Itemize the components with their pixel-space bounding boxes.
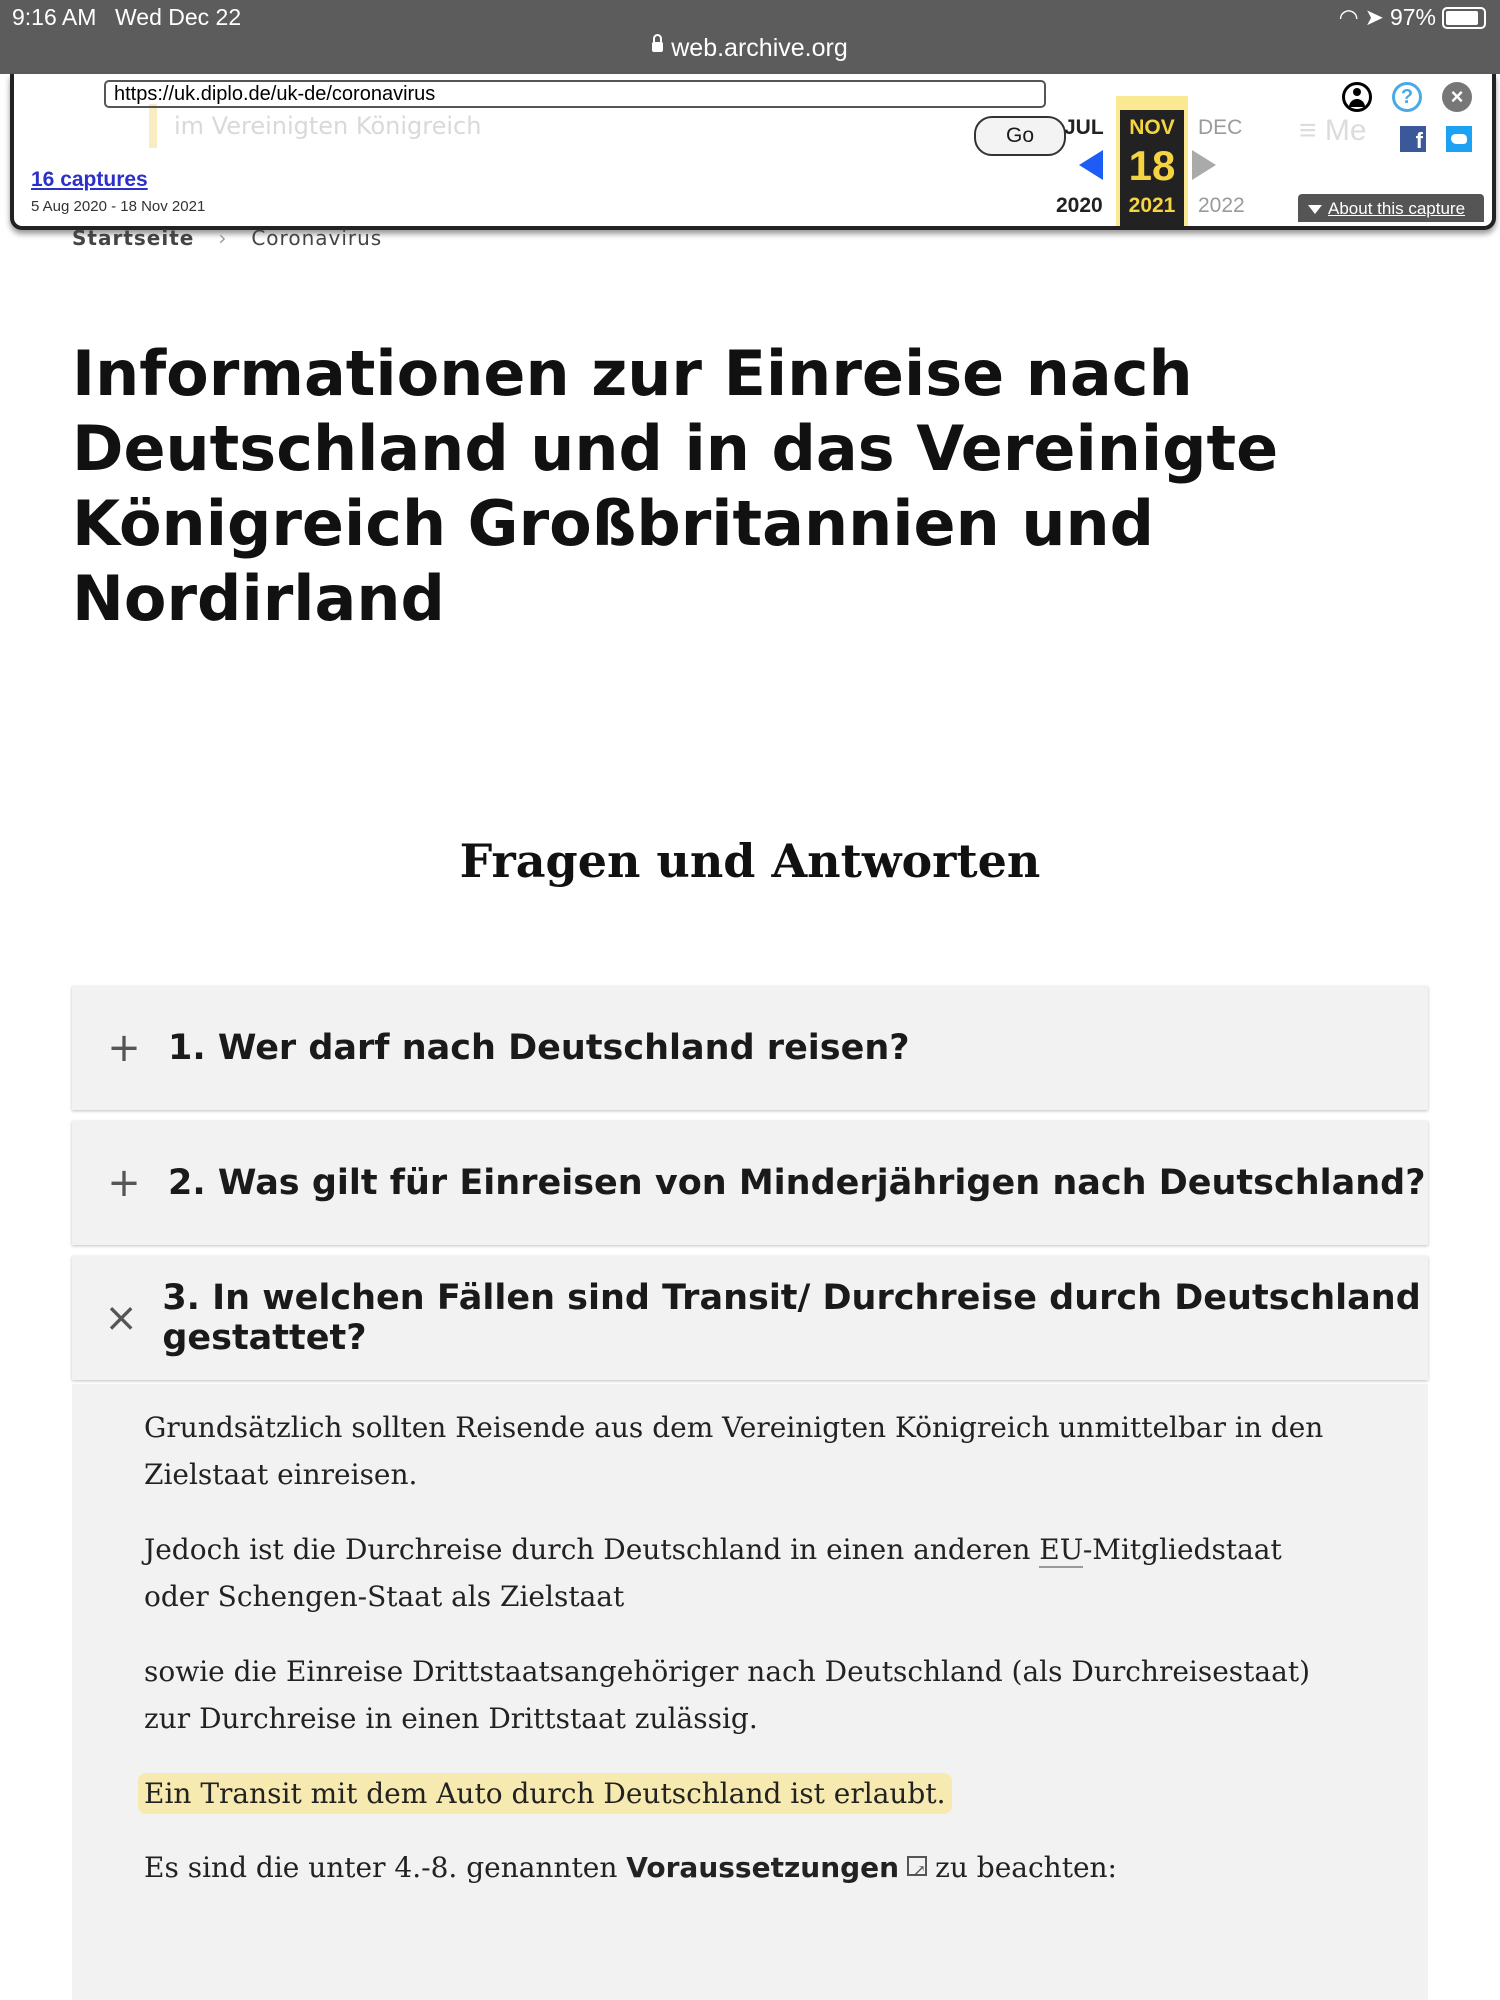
status-indicators [1339, 4, 1486, 31]
answer-paragraph-2: Jedoch ist die Durchreise durch Deutschland in einen anderen EU-Mitgliedstaat oder Schengen-Staat als Zielstaat [144, 1533, 1282, 1613]
current-year: 2021 [1128, 194, 1176, 217]
faq-question: 3. In welchen Fällen sind Transit/ Durchreise durch Deutschland gestattet? [162, 1278, 1421, 1358]
voraussetzungen-link[interactable]: Voraussetzungen [626, 1851, 900, 1884]
faq-item-1[interactable] [72, 986, 1428, 1110]
lock-icon [652, 42, 663, 52]
help-icon[interactable]: ? [1392, 82, 1422, 112]
faq-question: 1. Wer darf nach Deutschland reisen? [168, 1028, 910, 1068]
captures-link[interactable]: 16 captures [31, 168, 148, 191]
wifi-icon: ◠ [1338, 4, 1359, 30]
current-day: 18 [1128, 142, 1176, 189]
next-year-label: 2022 [1198, 194, 1245, 217]
faq-answer-3 [72, 1384, 1428, 2000]
answer-paragraph-5: Es sind die unter 4.-8. genannten Voraussetzungen↗ zu beachten: [144, 1844, 1344, 1891]
twitter-share-icon[interactable] [1446, 126, 1472, 152]
status-date: Wed Dec 22 [115, 4, 242, 30]
answer-paragraph-3: sowie die Einreise Drittstaatsangehöriger nach Deutschland (als Durchreisestaat) zur Durchreise in einen Drittstaat zulässig. [144, 1655, 1310, 1735]
wayback-url-input[interactable] [104, 80, 1046, 108]
caret-down-icon [1308, 205, 1322, 214]
faq-question: 2. Was gilt für Einreisen von Minderjährigen nach Deutschland? [168, 1163, 1426, 1203]
answer-paragraph-4 [144, 1770, 1344, 1817]
about-capture-button[interactable]: About this capture [1298, 194, 1484, 222]
previous-capture-arrow-icon[interactable] [1079, 150, 1103, 180]
plus-icon: + [107, 1025, 141, 1071]
site-menu-ghost: ≡ Me [1299, 114, 1367, 147]
page-title: Informationen zur Einreise nach Deutschland und in das Vereinigte Königreich Großbritannien und Nordirland [72, 337, 1279, 635]
next-capture-arrow-icon [1192, 150, 1216, 180]
current-month: NOV [1129, 116, 1175, 139]
battery-icon [1442, 7, 1486, 29]
breadcrumb-home-link[interactable]: Startseite [72, 226, 195, 250]
prev-month-link[interactable]: JUL [1064, 116, 1104, 139]
address-bar[interactable] [0, 34, 1500, 63]
user-account-icon[interactable] [1342, 82, 1372, 112]
faq-item-3[interactable] [72, 1256, 1428, 1380]
go-button[interactable]: Go [974, 116, 1066, 156]
close-icon: × [104, 1295, 138, 1341]
wayback-toolbar [10, 74, 1496, 230]
facebook-share-icon[interactable]: f [1400, 126, 1426, 152]
location-icon: ➤ [1364, 4, 1384, 30]
status-time: 9:16 AM [12, 4, 97, 30]
faq-item-2[interactable] [72, 1121, 1428, 1245]
breadcrumb [72, 226, 382, 250]
chevron-right-icon: › [218, 226, 228, 250]
prev-year-link[interactable]: 2020 [1056, 194, 1103, 217]
eu-abbreviation[interactable]: EU [1039, 1533, 1083, 1566]
address-text: web.archive.org [671, 34, 848, 62]
plus-icon: + [107, 1160, 141, 1206]
breadcrumb-current: Coronavirus [251, 226, 383, 250]
capture-range: 5 Aug 2020 - 18 Nov 2021 [31, 198, 206, 215]
next-month-label: DEC [1198, 116, 1243, 139]
answer-paragraph-1: Grundsätzlich sollten Reisende aus dem Vereinigten Königreich unmittelbar in den Zielstaat einreisen. [144, 1411, 1324, 1491]
site-logo-bar [149, 104, 157, 148]
external-link-icon [907, 1856, 927, 1876]
highlighted-text: Ein Transit mit dem Auto durch Deutschland ist erlaubt. [138, 1773, 952, 1814]
section-heading: Fragen und Antworten [459, 834, 1041, 888]
status-bar [0, 0, 1500, 74]
close-icon[interactable]: × [1442, 82, 1472, 112]
site-subtitle-ghost: im Vereinigten Königreich [174, 112, 482, 140]
battery-percent: 97% [1389, 4, 1436, 30]
